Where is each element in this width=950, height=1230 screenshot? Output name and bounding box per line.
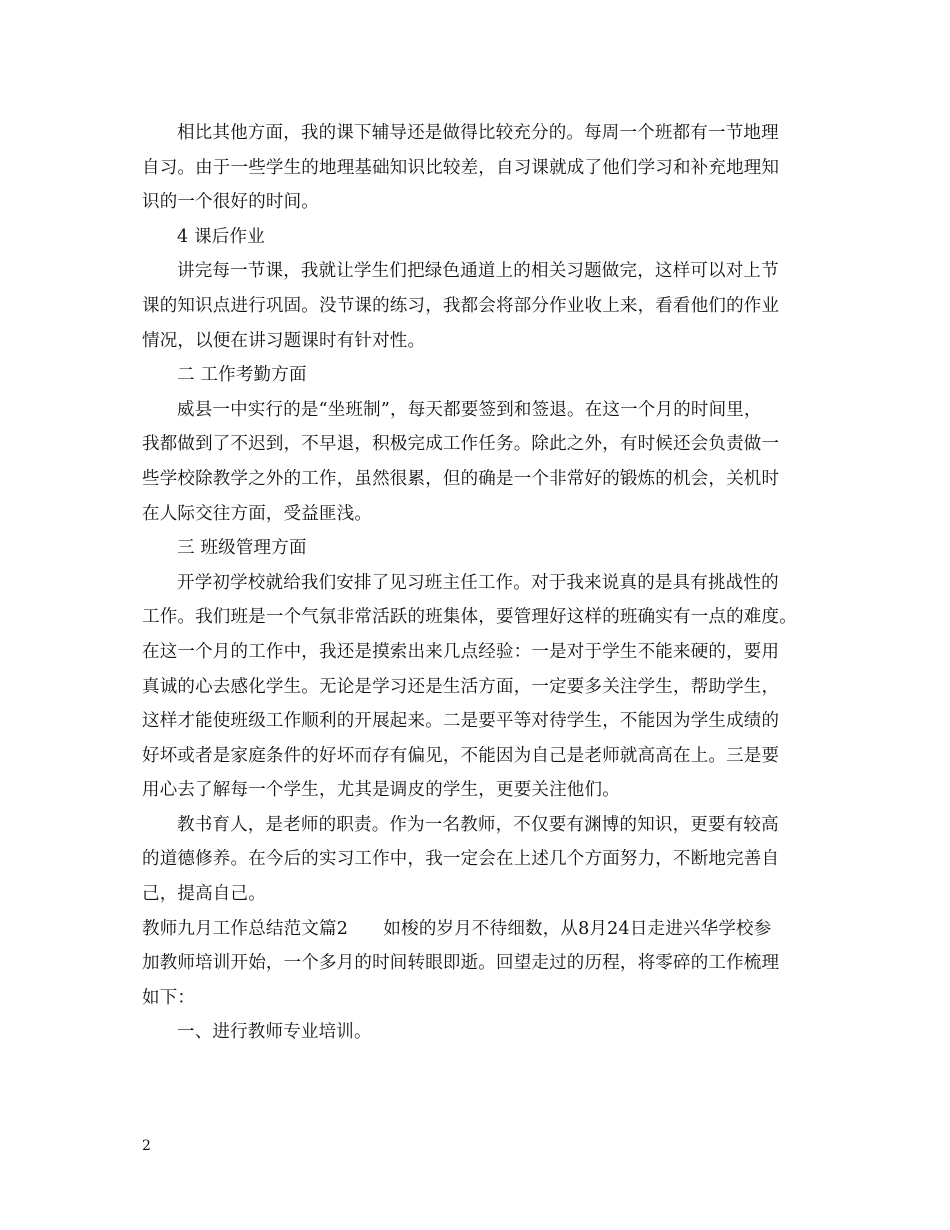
- paragraph-line: 加教师培训开始，一个多月的时间转眼即逝。回望走过的历程，将零碎的工作梳理: [142, 953, 780, 974]
- paragraph-line: 威县一中实行的是“坐班制”，每天都要签到和签退。在这一个月的时间里，: [177, 399, 762, 420]
- section-heading: 一、进行教师专业培训。: [177, 1022, 372, 1043]
- paragraph-line: 真诚的心去感化学生。无论是学习还是生活方面，一定要多关注学生，帮助学生，: [142, 676, 780, 697]
- paragraph-line: 情况，以便在讲习题课时有针对性。: [142, 330, 426, 351]
- paragraph-line: 好坏或者是家庭条件的好坏而存有偏见，不能因为自己是老师就高高在上。三是要: [142, 745, 780, 766]
- paragraph-line: 己，提高自己。: [142, 884, 266, 905]
- article-title-line: 教师九月工作总结范文篇2 如梭的岁月不待细数，从8月24日走进兴华学校参: [142, 918, 772, 939]
- paragraph-line: 我都做到了不迟到，不早退，积极完成工作任务。除此之外，有时候还会负责做一: [142, 434, 780, 455]
- paragraph-line: 些学校除教学之外的工作，虽然很累，但的确是一个非常好的锻炼的机会，关机时: [142, 468, 780, 489]
- paragraph-line: 如下：: [142, 987, 196, 1008]
- section-heading: 二 工作考勤方面: [177, 365, 307, 386]
- paragraph-line: 课的知识点进行巩固。没节课的练习，我都会将部分作业收上来，看看他们的作业: [142, 295, 780, 316]
- section-heading: 4 课后作业: [177, 226, 265, 247]
- paragraph-line: 讲完每一节课，我就让学生们把绿色通道上的相关习题做完，这样可以对上节: [177, 261, 779, 282]
- section-heading: 三 班级管理方面: [177, 538, 307, 559]
- paragraph-line: 自习。由于一些学生的地理基础知识比较差，自习课就成了他们学习和补充地理知: [142, 157, 780, 178]
- paragraph-line: 在这一个月的工作中，我还是摸索出来几点经验：一是对于学生不能来硬的，要用: [142, 641, 780, 662]
- page-number: 2: [142, 1138, 151, 1154]
- paragraph-line: 工作。我们班是一个气氛非常活跃的班集体，要管理好这样的班确实有一点的难度。: [142, 607, 797, 628]
- document-body: [142, 116, 812, 1050]
- paragraph-line: 在人际交往方面，受益匪浅。: [142, 503, 373, 524]
- paragraph-line: 识的一个很好的时间。: [142, 192, 319, 213]
- paragraph-line: 相比其他方面，我的课下辅导还是做得比较充分的。每周一个班都有一节地理: [177, 123, 779, 143]
- paragraph-line: 用心去了解每一个学生，尤其是调皮的学生，更要关注他们。: [142, 780, 620, 801]
- paragraph-line: 开学初学校就给我们安排了见习班主任工作。对于我来说真的是具有挑战性的: [177, 572, 779, 593]
- paragraph-line: 这样才能使班级工作顺利的开展起来。二是要平等对待学生，不能因为学生成绩的: [142, 711, 780, 732]
- paragraph-line: 的道德修养。在今后的实习工作中，我一定会在上述几个方面努力，不断地完善自: [142, 849, 780, 870]
- paragraph-line: 教书育人，是老师的职责。作为一名教师，不仅要有渊博的知识，更要有较高: [177, 814, 779, 835]
